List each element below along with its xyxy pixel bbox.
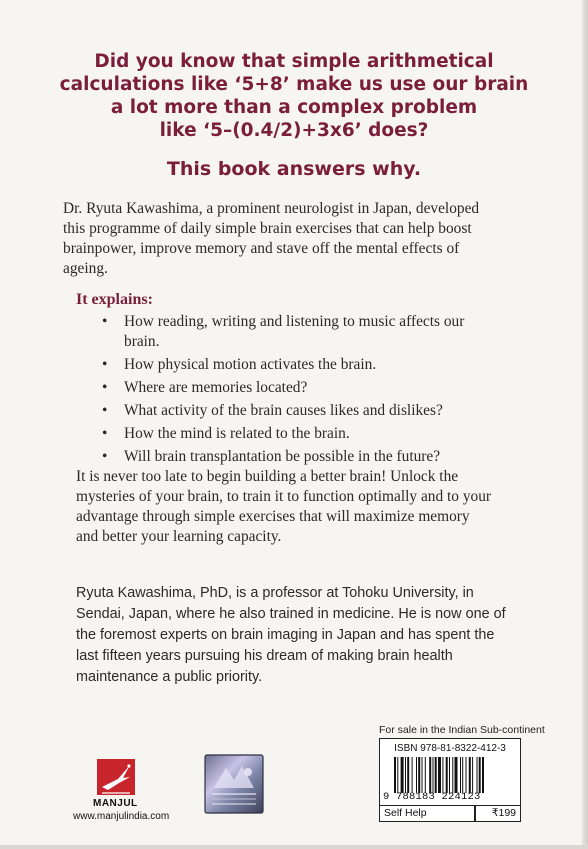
bullet-icon: • [102, 425, 108, 442]
list-item-text: What activity of the brain causes likes and dislikes? [124, 402, 443, 419]
closing-line: advantage through simple exercises that will maximize memory [76, 508, 470, 525]
publisher-name: MANJUL [93, 798, 138, 809]
isbn-label: ISBN 978-81-8322-412-3 [394, 743, 506, 754]
barcode-number: 9 788183 224123 [383, 791, 481, 803]
closing-line: and better your learning capacity. [76, 528, 282, 545]
list-item-text: Where are memories located? [124, 379, 308, 396]
intro-line: Dr. Ryuta Kawashima, a prominent neurologist in Japan, developed [63, 200, 480, 217]
bullet-icon: • [102, 448, 108, 465]
intro-line: this programme of daily simple brain exercises that can help boost [63, 220, 472, 237]
list-item-text: How physical motion activates the brain. [124, 356, 377, 373]
headline-line: calculations like ‘5+8’ make us use our brain [59, 74, 529, 95]
bio-line: maintenance a public priority. [76, 669, 263, 685]
intro-line: ageing. [63, 260, 108, 277]
explains-heading: It explains: [76, 291, 153, 308]
list-item [100, 312, 520, 352]
category-label: Self Help [384, 807, 427, 819]
intro-paragraph [63, 199, 523, 279]
publisher-website: www.manjulindia.com [73, 811, 170, 822]
list-item [100, 378, 520, 398]
page-edge-right [582, 0, 588, 849]
list-item-text: How the mind is related to the brain. [124, 425, 350, 442]
isbn-barcode-box [379, 738, 521, 822]
bullet-list [100, 312, 520, 470]
divider [474, 806, 476, 822]
list-item [100, 355, 520, 375]
bullet-icon: • [102, 313, 108, 330]
hologram-sticker-icon [204, 754, 264, 814]
headline [40, 50, 548, 142]
page-edge-bottom [0, 845, 588, 849]
headline-line: a lot more than a complex problem [110, 97, 478, 118]
list-item-text: How reading, writing and listening to music affects our [124, 313, 465, 330]
list-item-text: brain. [124, 333, 160, 350]
list-item [100, 401, 520, 421]
crane-logo-icon [96, 757, 136, 797]
intro-line: brainpower, improve memory and stave off the mental effects of [63, 240, 460, 257]
headline-line: Did you know that simple arithmetical [94, 51, 494, 72]
list-item-text: Will brain transplantation be possible in the future? [124, 448, 441, 465]
bio-line: Ryuta Kawashima, PhD, is a professor at Tohoku University, in [76, 585, 474, 601]
bio-line: Sendai, Japan, where he also trained in medicine. He is now one of [76, 606, 506, 622]
barcode-icon [394, 757, 512, 793]
headline-line: like ‘5–(0.4/2)+3x6’ does? [159, 120, 429, 141]
closing-line: mysteries of your brain, to train it to function optimally and to your [76, 488, 492, 505]
subheadline: This book answers why. [166, 158, 422, 180]
list-item [100, 447, 520, 467]
sale-territory-note: For sale in the Indian Sub-continent [379, 724, 545, 736]
closing-paragraph [76, 467, 516, 547]
author-bio [76, 583, 521, 688]
bullet-icon: • [102, 379, 108, 396]
bullet-icon: • [102, 402, 108, 419]
closing-line: It is never too late to begin building a better brain! Unlock the [76, 468, 459, 485]
bio-line: the foremost experts on brain imaging in Japan and has spent the [76, 627, 495, 643]
bullet-icon: • [102, 356, 108, 373]
isbn-footer [380, 805, 520, 822]
list-item [100, 424, 520, 444]
price-label: ₹199 [491, 807, 516, 819]
bio-line: last fifteen years pursuing his dream of making brain health [76, 648, 453, 664]
